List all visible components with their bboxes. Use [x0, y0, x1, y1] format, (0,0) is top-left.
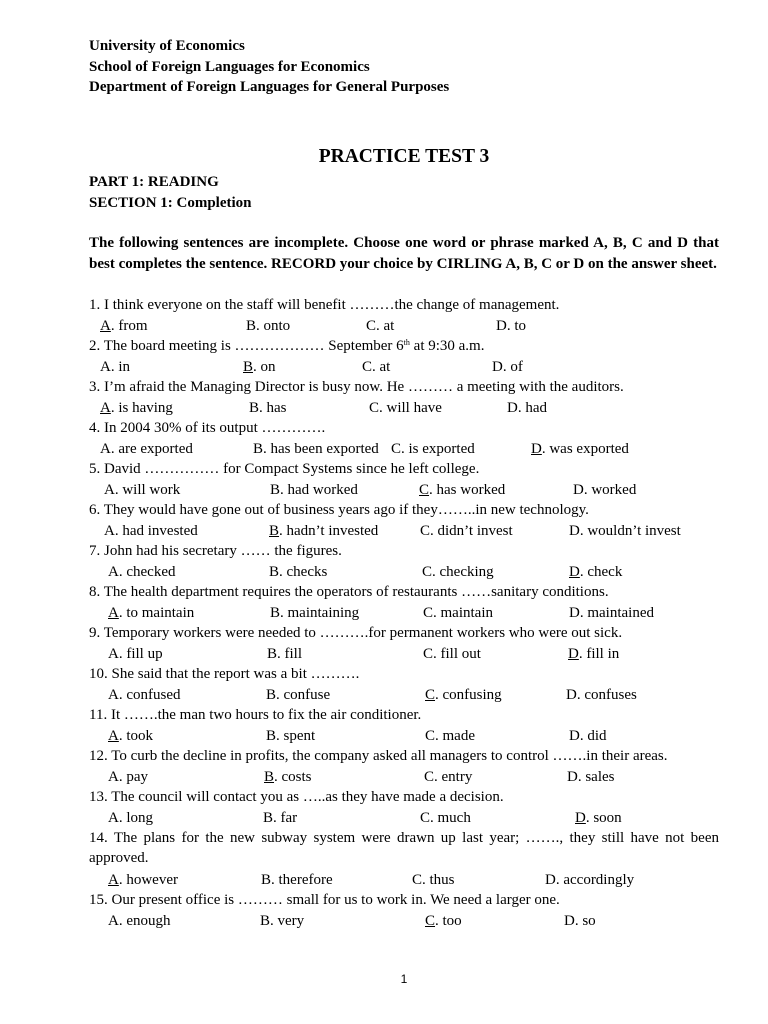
option-12b: B. costs: [264, 769, 312, 785]
option-13a: A. long: [108, 810, 154, 826]
question-3: 3. I’m afraid the Managing Director is busy now. He ……… a meeting with the auditors.: [89, 379, 624, 395]
option-15b: B. very: [260, 913, 305, 929]
question-1: 1. I think everyone on the staff will benefit ………the change of management.: [89, 297, 560, 313]
option-3d: D. had: [507, 400, 548, 416]
school-name: School of Foreign Languages for Economics: [89, 58, 370, 75]
question-6: 6. They would have gone out of business years ago if they……..in new technology.: [89, 502, 589, 518]
option-7c: C. checking: [422, 564, 494, 580]
option-1d: D. to: [496, 318, 527, 334]
option-4d: D. was exported: [531, 441, 629, 457]
option-5a: A. will work: [104, 482, 181, 498]
question-9: 9. Temporary workers were needed to ……….for permanent workers who were out sick.: [89, 625, 623, 641]
option-11a: A. took: [108, 728, 154, 744]
university-name: University of Economics: [89, 38, 245, 54]
option-6c: C. didn’t invest: [420, 523, 513, 539]
option-4c: C. is exported: [391, 441, 475, 457]
option-4a: A. are exported: [100, 441, 193, 457]
option-9a: A. fill up: [108, 646, 163, 662]
option-15a: A. enough: [108, 913, 171, 929]
option-15c: C. too: [425, 913, 462, 929]
option-8d: D. maintained: [569, 605, 654, 621]
option-6a: A. had invested: [104, 523, 198, 539]
option-7d: D. check: [569, 564, 623, 580]
option-2b: B. on: [243, 359, 276, 375]
option-10c: C. confusing: [425, 687, 502, 703]
option-6b: B. hadn’t invested: [269, 523, 379, 539]
option-11d: D. did: [569, 728, 607, 744]
option-1a: A. from: [100, 318, 148, 334]
option-8a: A. to maintain: [108, 605, 195, 621]
option-9d: D. fill in: [568, 646, 620, 662]
option-8c: C. maintain: [423, 605, 494, 621]
option-7b: B. checks: [269, 564, 328, 580]
question-14: 14. The plans for the new subway system were drawn up last year; ……., they still have not been approved.: [89, 830, 719, 866]
question-5: 5. David …………… for Compact Systems since he left college.: [89, 461, 480, 477]
part-heading: PART 1: READING: [89, 174, 219, 190]
option-13b: B. far: [263, 810, 298, 826]
question-2: 2. The board meeting is ……………… September 6th at 9:30 a.m.: [89, 338, 485, 354]
page-title: PRACTICE TEST 3: [318, 146, 490, 167]
option-14c: C. thus: [412, 872, 455, 888]
question-10: 10. She said that the report was a bit ……….: [89, 666, 360, 682]
option-15d: D. so: [564, 913, 596, 929]
option-13d: D. soon: [575, 810, 622, 826]
option-14b: B. therefore: [261, 872, 333, 888]
option-2d: D. of: [492, 359, 523, 375]
option-3a: A. is having: [100, 400, 173, 416]
option-8b: B. maintaining: [270, 605, 360, 621]
option-1b: B. onto: [246, 318, 291, 334]
question-7: 7. John had his secretary …… the figures.: [89, 543, 342, 559]
section-heading: SECTION 1: Completion: [89, 194, 252, 211]
option-1c: C. at: [366, 318, 395, 334]
option-3c: C. will have: [369, 400, 442, 416]
option-2a: A. in: [100, 359, 131, 375]
question-8: 8. The health department requires the operators of restaurants ……sanitary conditions.: [89, 584, 609, 600]
option-9c: C. fill out: [423, 646, 481, 662]
option-7a: A. checked: [108, 564, 176, 580]
option-12c: C. entry: [424, 769, 473, 785]
option-12d: D. sales: [567, 769, 615, 785]
department-name: Department of Foreign Languages for General Purposes: [89, 79, 450, 95]
option-11b: B. spent: [266, 728, 316, 744]
question-15: 15. Our present office is ……… small for us to work in. We need a larger one.: [89, 892, 560, 908]
option-11c: C. made: [425, 728, 475, 744]
page-number: 1: [400, 972, 408, 986]
instructions: The following sentences are incomplete. Choose one word or phrase marked A, B, C and D that best completes the sentence. RECORD your choice by CIRLING A, B, C or D on the answer sheet.: [89, 235, 719, 272]
option-3b: B. has: [249, 400, 287, 416]
option-13c: C. much: [420, 810, 471, 826]
option-14a: A. however: [108, 872, 178, 888]
question-4: 4. In 2004 30% of its output ………….: [89, 420, 326, 436]
question-13: 13. The council will contact you as …..as they have made a decision.: [89, 789, 504, 805]
option-4b: B. has been exported: [253, 441, 379, 457]
option-10d: D. confuses: [566, 687, 637, 703]
question-11: 11. It …….the man two hours to fix the air conditioner.: [89, 707, 422, 723]
option-5d: D. worked: [573, 482, 637, 498]
option-2c: C. at: [362, 359, 391, 375]
option-10a: A. confused: [108, 687, 181, 703]
option-5c: C. has worked: [419, 482, 506, 498]
option-12a: A. pay: [108, 769, 149, 785]
option-14d: D. accordingly: [545, 872, 635, 888]
part-section-headings: [89, 172, 252, 213]
question-12: 12. To curb the decline in profits, the company asked all managers to control …….in their areas.: [89, 748, 668, 764]
option-5b: B. had worked: [270, 482, 358, 498]
option-6d: D. wouldn’t invest: [569, 523, 681, 539]
option-10b: B. confuse: [266, 687, 331, 703]
institution-header: [89, 36, 449, 98]
ordinal-superscript: th: [403, 338, 410, 347]
option-9b: B. fill: [267, 646, 303, 662]
